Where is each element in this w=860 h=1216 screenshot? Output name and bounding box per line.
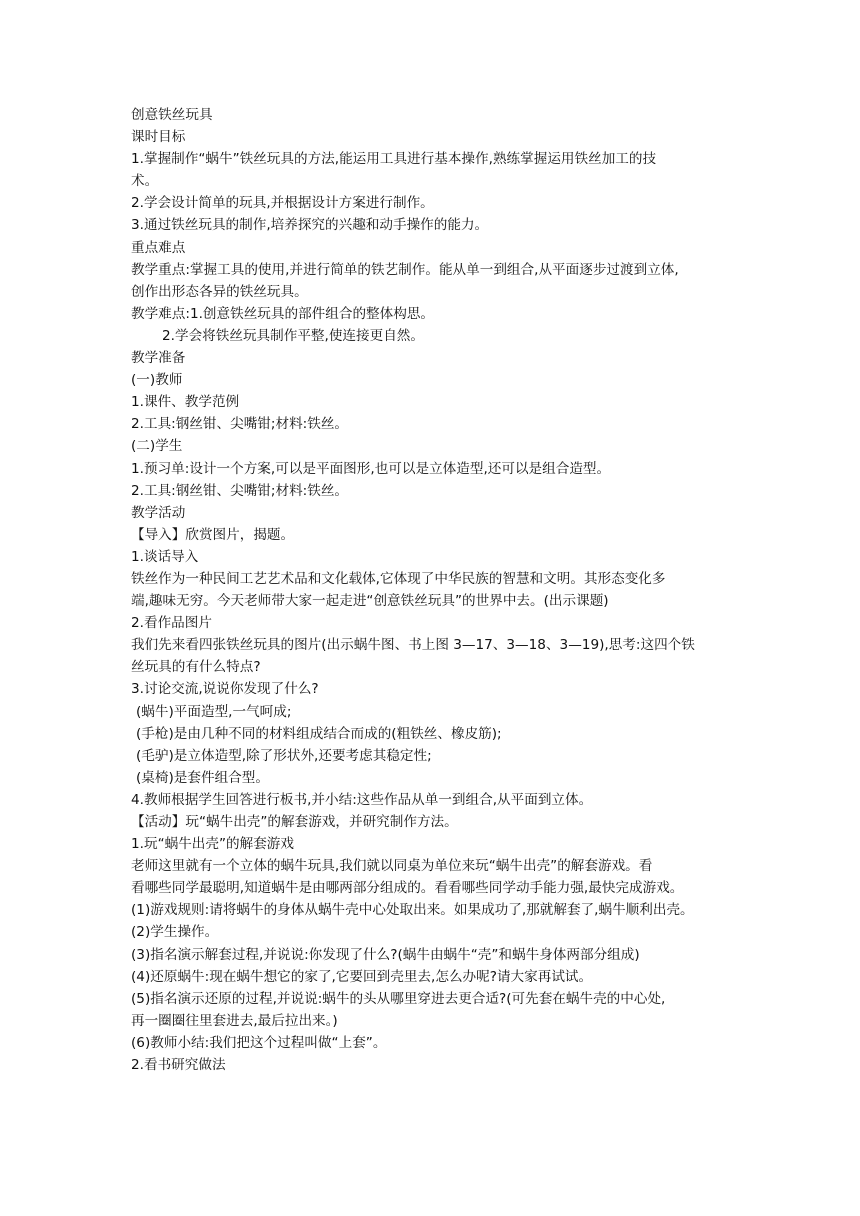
objective-1-line-2: 术。 (131, 173, 159, 190)
objective-1-line-1: 1.掌握制作“蜗牛”铁丝玩具的方法,能运用工具进行基本操作,熟练掌握运用铁丝加工的技 (131, 151, 657, 168)
objective-3: 3.通过铁丝玩具的制作,培养探究的兴趣和动手操作的能力。 (131, 217, 489, 234)
student-prep-1: 1.预习单:设计一个方案,可以是平面图形,也可以是立体造型,还可以是组合造型。 (131, 460, 611, 477)
subheading-teacher: (一)教师 (131, 372, 183, 389)
intro-step-1-title: 1.谈话导入 (131, 548, 199, 565)
section-heading-activities: 教学活动 (131, 504, 186, 521)
activity-step-1-title: 1.玩“蜗牛出壳”的解套游戏 (131, 836, 294, 853)
subheading-student: (二)学生 (131, 438, 183, 455)
intro-step-4: 4.教师根据学生回答进行板书,并小结:这些作品从单一到组合,从平面到立体。 (131, 791, 593, 808)
activity-step-2-title: 2.看书研究做法 (131, 1057, 226, 1074)
key-point-line-1: 教学重点:掌握工具的使用,并进行简单的铁艺制作。能从单一到组合,从平面逐步过渡到立体, (131, 261, 679, 278)
intro-step-2-title: 2.看作品图片 (131, 615, 212, 632)
discussion-table-chair: (桌椅)是套件组合型。 (136, 769, 269, 786)
student-prep-2: 2.工具:钢丝钳、尖嘴钳;材料:铁丝。 (131, 482, 349, 499)
section-heading-preparation: 教学准备 (131, 350, 186, 367)
objective-2: 2.学会设计简单的玩具,并根据设计方案进行制作。 (131, 195, 434, 212)
key-point-line-2: 创作出形态各异的铁丝玩具。 (131, 283, 308, 300)
activity-heading: 【活动】玩“蜗牛出壳”的解套游戏，并研究制作方法。 (131, 814, 458, 830)
intro-step-2-line-1: 我们先来看四张铁丝玩具的图片(出示蜗牛图、书上图 3—17、3—18、3—19),思考:这四个铁 (131, 637, 695, 654)
section-heading-objectives: 课时目标 (131, 129, 186, 146)
discussion-pistol: (手枪)是由几种不同的材料组成结合而成的(粗铁丝、橡皮筋); (136, 725, 502, 742)
section-heading-key-points: 重点难点 (131, 239, 186, 256)
discussion-donkey: (毛驴)是立体造型,除了形状外,还要考虑其稳定性; (136, 747, 432, 764)
document-body (131, 104, 741, 1076)
difficulty-1: 教学难点:1.创意铁丝玩具的部件组合的整体构思。 (131, 305, 435, 322)
difficulty-2: 2.学会将铁丝玩具制作平整,使连接更自然。 (162, 327, 424, 344)
teacher-summary: (6)教师小结:我们把这个过程叫做“上套”。 (131, 1034, 387, 1051)
intro-step-1-line-1: 铁丝作为一种民间工艺艺术品和文化载体,它体现了中华民族的智慧和文明。其形态变化多 (131, 570, 666, 587)
teacher-prep-2: 2.工具:钢丝钳、尖嘴钳;材料:铁丝。 (131, 416, 349, 433)
student-operation: (2)学生操作。 (131, 924, 219, 941)
demo-restore-line-1: (5)指名演示还原的过程,并说说:蜗牛的头从哪里穿进去更合适?(可先套在蜗牛壳的中心处, (131, 990, 666, 1007)
game-rule: (1)游戏规则:请将蜗牛的身体从蜗牛壳中心处取出来。如果成功了,那就解套了,蜗牛顺利出壳。 (131, 902, 694, 919)
teacher-prep-1: 1.课件、教学范例 (131, 394, 240, 411)
demo-restore-line-2: 再一圈圈往里套进去,最后拉出来。) (131, 1012, 338, 1029)
document-title: 创意铁丝玩具 (131, 107, 213, 123)
intro-step-1-line-2: 端,趣味无穷。今天老师带大家一起走进“创意铁丝玩具”的世界中去。(出示课题) (131, 593, 609, 610)
activity-step-1-line-2: 看哪些同学最聪明,知道蜗牛是由哪两部分组成的。看看哪些同学动手能力强,最快完成游戏。 (131, 880, 684, 897)
activity-step-1-line-1: 老师这里就有一个立体的蜗牛玩具,我们就以同桌为单位来玩“蜗牛出壳”的解套游戏。看 (131, 858, 653, 875)
intro-step-2-line-2: 丝玩具的有什么特点? (131, 659, 261, 676)
restore-snail: (4)还原蜗牛:现在蜗牛想它的家了,它要回到壳里去,怎么办呢?请大家再试试。 (131, 968, 593, 985)
discussion-snail: (蜗牛)平面造型,一气呵成; (136, 703, 292, 720)
intro-heading: 【导入】欣赏图片，揭题。 (131, 526, 295, 543)
intro-step-3-title: 3.讨论交流,说说你发现了什么? (131, 681, 319, 698)
demo-unlock: (3)指名演示解套过程,并说说:你发现了什么?(蜗牛由蜗牛“壳”和蜗牛身体两部分组成) (131, 946, 640, 963)
